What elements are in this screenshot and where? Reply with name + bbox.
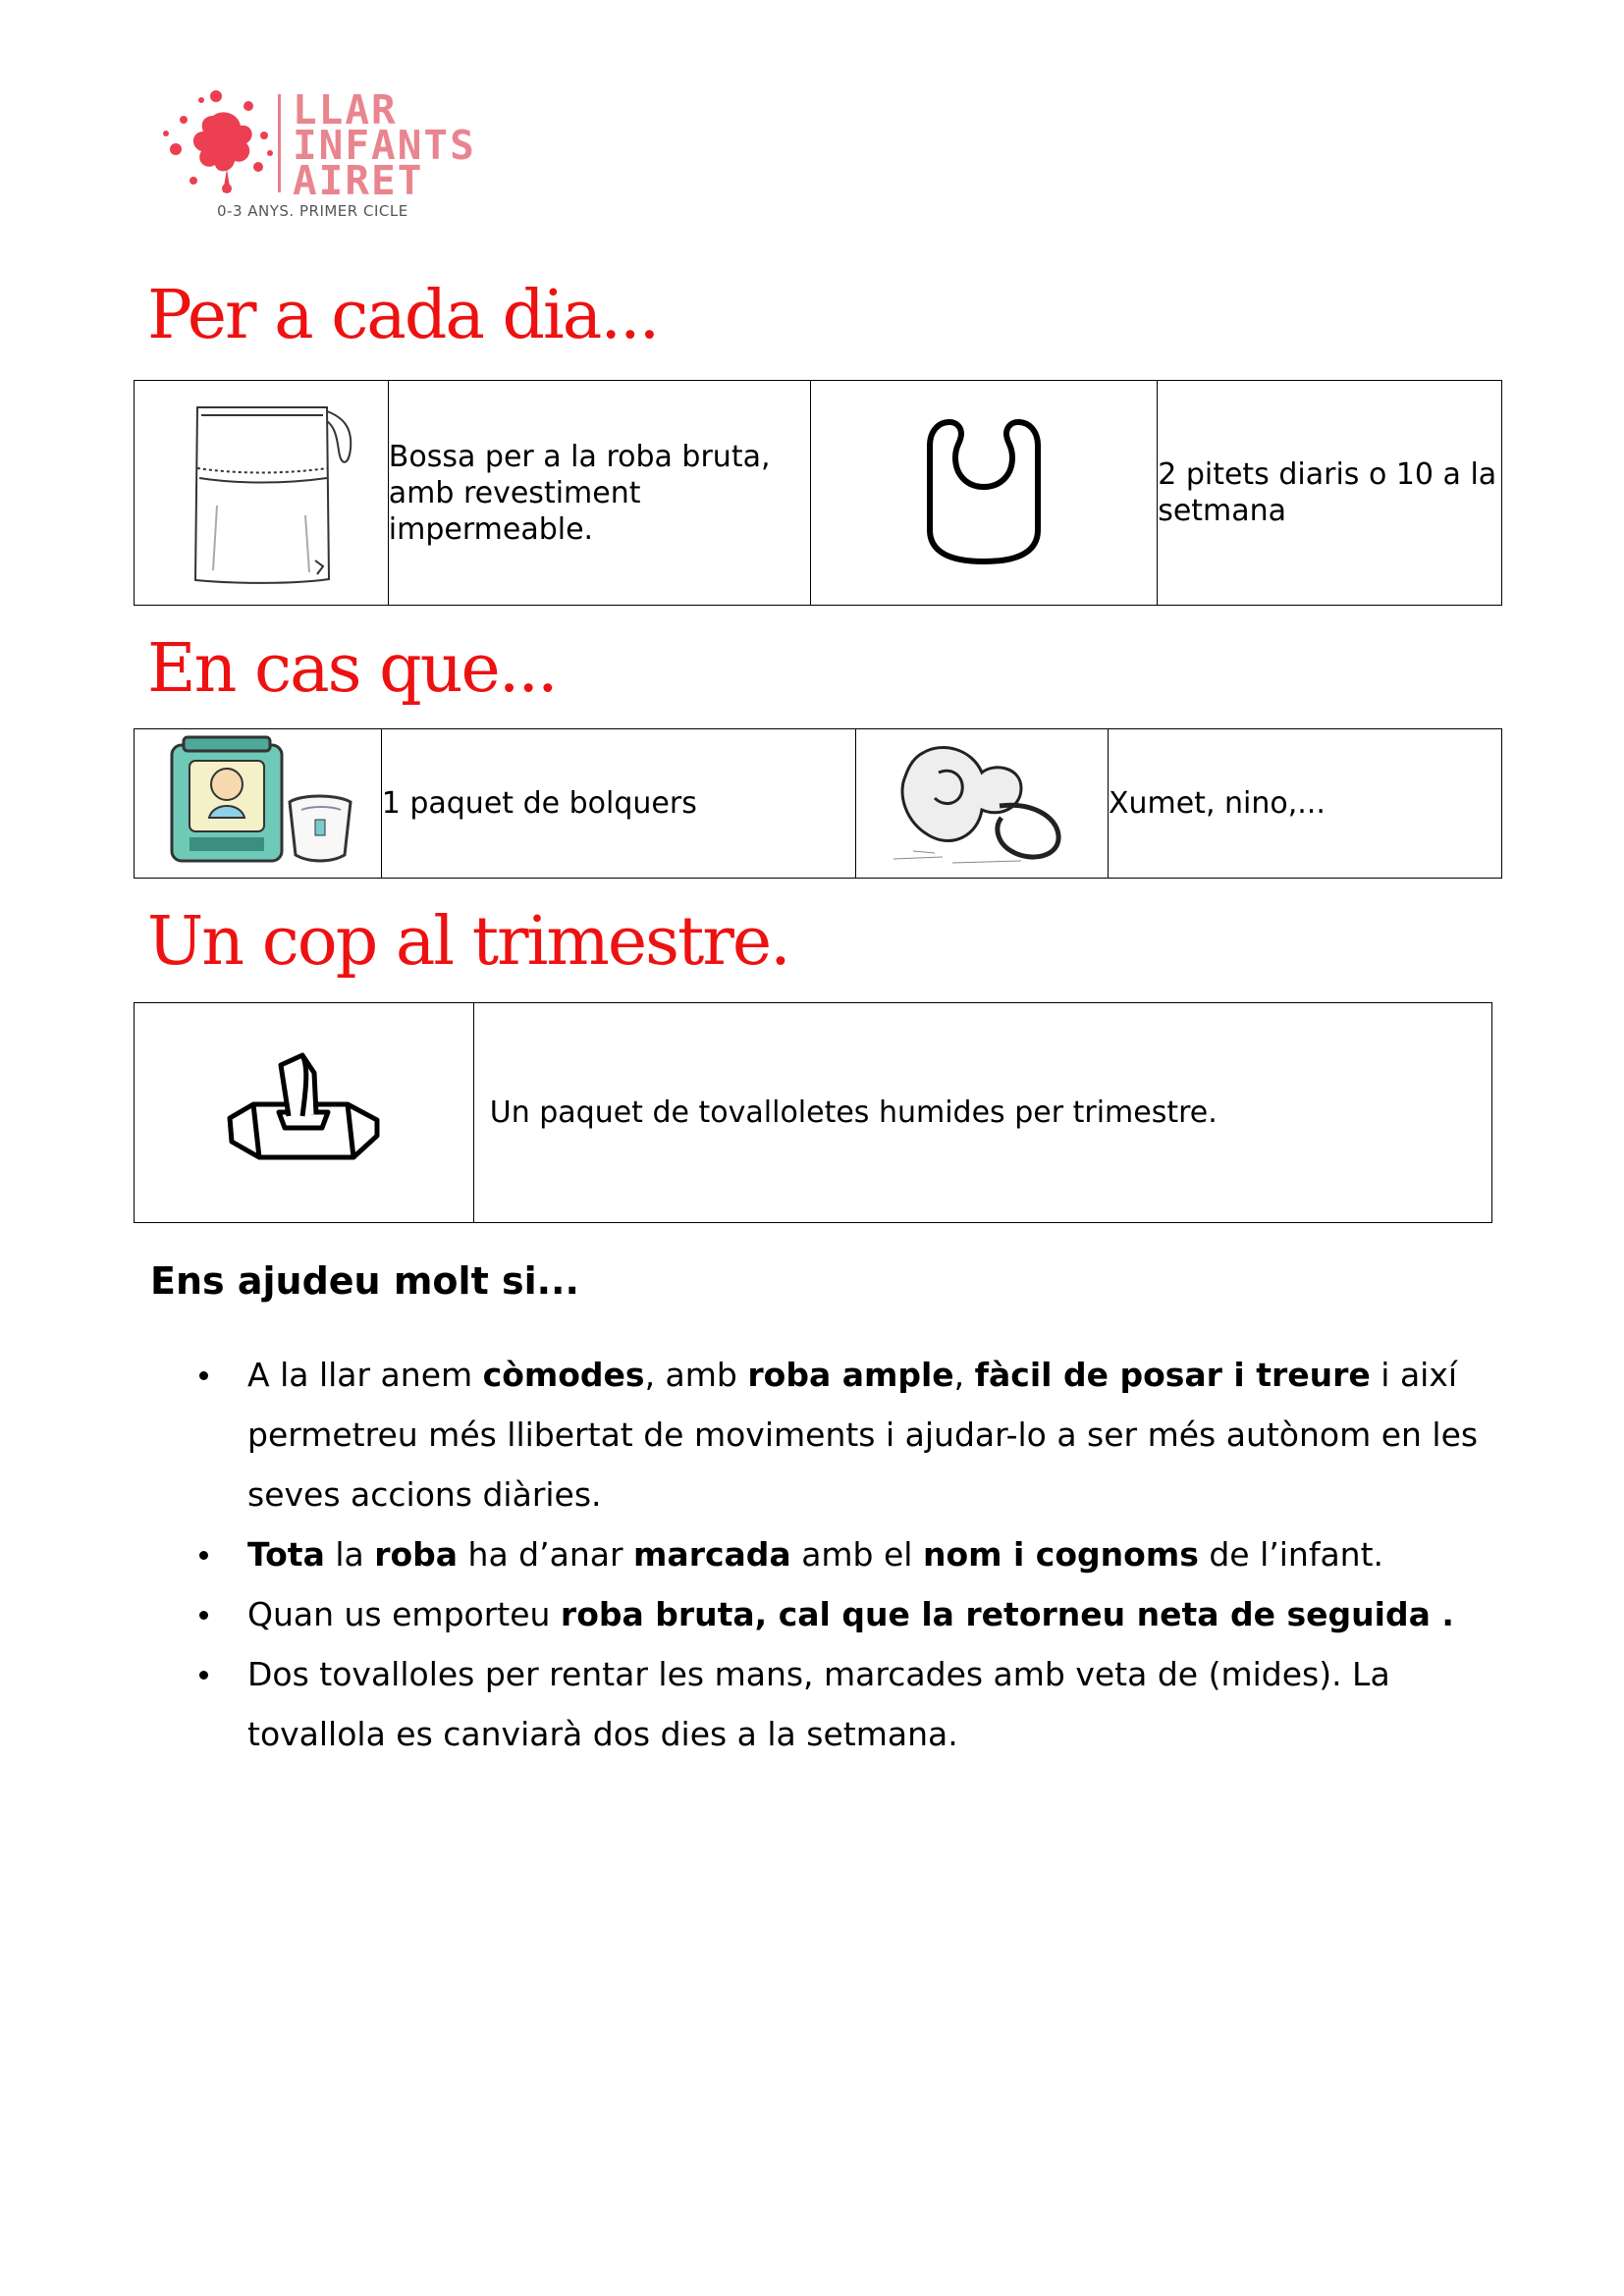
logo-text-line2: INFANTS xyxy=(293,122,476,169)
help-title: Ens ajudeu molt si... xyxy=(150,1259,579,1303)
incase-item-image-cell xyxy=(135,729,382,879)
incase-item-text: 1 paquet de bolquers xyxy=(381,729,856,879)
daily-items-table xyxy=(134,380,1502,606)
trimester-item-image-cell xyxy=(135,1003,474,1223)
logo-divider xyxy=(278,94,281,192)
section-title-daily: Per a cada dia... xyxy=(147,277,659,354)
bib-icon xyxy=(920,412,1048,569)
diaper-pack-icon xyxy=(154,733,360,871)
help-list-item: Quan us emporteu roba bruta, cal que la retorneu neta de seguida . xyxy=(196,1584,1502,1644)
help-list-item: Dos tovalloles per rentar les mans, marcades amb veta de (mides). La tovallola es canviarà dos dies a la setmana. xyxy=(196,1644,1502,1764)
daily-item-image-cell xyxy=(811,381,1158,606)
paint-splash-icon xyxy=(162,86,280,204)
daily-item-text: 2 pitets diaris o 10 a la setmana xyxy=(1158,381,1502,606)
incase-items-table xyxy=(134,728,1502,879)
school-logo xyxy=(162,86,476,224)
incase-item-text: Xumet, nino,... xyxy=(1108,729,1501,879)
incase-item-image-cell xyxy=(856,729,1109,879)
logo-text-line1: LLAR xyxy=(293,86,398,133)
section-title-incase: En cas que... xyxy=(147,630,557,708)
logo-subtitle: 0-3 ANYS. PRIMER CICLE xyxy=(217,202,408,220)
daily-item-text: Bossa per a la roba bruta, amb revestiment impermeable. xyxy=(388,381,811,606)
trimester-items-table xyxy=(134,1002,1492,1223)
help-list-item: A la llar anem còmodes, amb roba ample, fàcil de posar i treure i així permetreu més llibertat de moviments i ajudar-lo a ser més autònom en les seves accions diàries. xyxy=(196,1345,1502,1524)
pacifier-icon xyxy=(884,733,1080,871)
help-list xyxy=(196,1345,1502,1764)
wet-bag-icon xyxy=(158,388,364,594)
trimester-item-text: Un paquet de tovalloletes humides per trimestre. xyxy=(473,1003,1491,1223)
daily-item-image-cell xyxy=(135,381,389,606)
logo-text-line3: AIRET xyxy=(293,157,424,204)
help-list-item: Tota la roba ha d’anar marcada amb el nom i cognoms de l’infant. xyxy=(196,1524,1502,1584)
section-title-trimester: Un cop al trimestre. xyxy=(147,903,789,981)
wet-wipes-icon xyxy=(220,1047,387,1175)
